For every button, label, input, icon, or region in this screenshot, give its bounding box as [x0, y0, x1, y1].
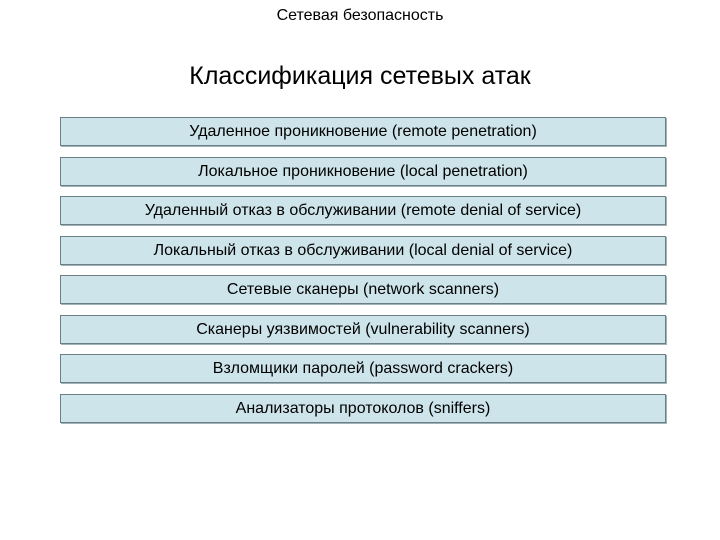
list-item-network-scanners: Сетевые сканеры (network scanners)	[60, 275, 666, 304]
list-item-remote-penetration: Удаленное проникновение (remote penetration)	[60, 117, 666, 146]
list-item-sniffers: Анализаторы протоколов (sniffers)	[60, 394, 666, 423]
list-item-remote-denial-of-service: Удаленный отказ в обслуживании (remote denial of service)	[60, 196, 666, 225]
attack-classification-list	[60, 117, 666, 433]
list-item-vulnerability-scanners: Сканеры уязвимостей (vulnerability scanners)	[60, 315, 666, 344]
list-item-local-denial-of-service: Локальный отказ в обслуживании (local denial of service)	[60, 236, 666, 265]
slide-title: Классификация сетевых атак	[189, 62, 531, 90]
list-item-password-crackers: Взломщики паролей (password crackers)	[60, 354, 666, 383]
header-title: Сетевая безопасность	[276, 7, 444, 24]
list-item-local-penetration: Локальное проникновение (local penetration)	[60, 157, 666, 186]
